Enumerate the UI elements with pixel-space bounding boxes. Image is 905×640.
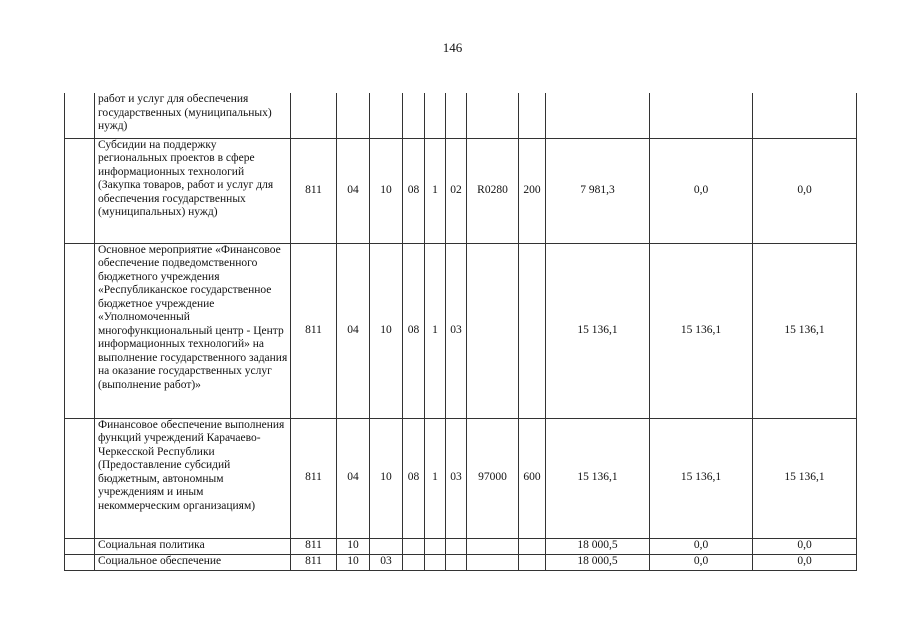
table-row (65, 538, 857, 554)
page-number: 146 (442, 40, 463, 55)
code-cell (425, 554, 446, 570)
value-cell: 0,0 (753, 538, 857, 554)
table-row (65, 554, 857, 570)
code-cell (467, 554, 519, 570)
code-cell: 10 (337, 538, 370, 554)
code-cell (467, 93, 519, 138)
blank-cell (65, 554, 95, 570)
code-cell: 08 (403, 418, 425, 538)
code-cell: 1 (425, 418, 446, 538)
row-name: Основное мероприятие «Финансовое обеспечение подведомственного бюджетного учреждения «Республиканское государственное бюджетное учреждение «Уполномоченный многофункциональный центр - Центр информационных технологий» на выполнение государственного задания на оказание государственных услуг (выполнение работ)» (95, 243, 291, 418)
code-cell: 10 (370, 138, 403, 243)
code-cell (403, 93, 425, 138)
code-cell (291, 93, 337, 138)
code-cell (425, 93, 446, 138)
value-cell: 15 136,1 (650, 418, 753, 538)
blank-cell (65, 138, 95, 243)
code-cell: 200 (519, 138, 546, 243)
value-cell: 18 000,5 (546, 538, 650, 554)
blank-cell (65, 243, 95, 418)
value-cell: 0,0 (650, 138, 753, 243)
row-name: работ и услуг для обеспечения государственных (муниципальных) нужд) (95, 93, 291, 138)
code-cell (337, 93, 370, 138)
blank-cell (65, 418, 95, 538)
code-cell: 04 (337, 138, 370, 243)
value-cell: 15 136,1 (546, 243, 650, 418)
row-name: Субсидии на поддержку региональных проектов в сфере информационных технологий (Закупка товаров, работ и услуг для обеспечения государственных (муниципальных) нужд) (95, 138, 291, 243)
value-cell (753, 93, 857, 138)
value-cell: 15 136,1 (753, 418, 857, 538)
code-cell (446, 554, 467, 570)
code-cell (370, 93, 403, 138)
value-cell: 15 136,1 (546, 418, 650, 538)
code-cell: R0280 (467, 138, 519, 243)
row-name: Социальное обеспечение (95, 554, 291, 570)
code-cell: 811 (291, 418, 337, 538)
code-cell (403, 554, 425, 570)
code-cell: 811 (291, 243, 337, 418)
code-cell (446, 93, 467, 138)
value-cell: 7 981,3 (546, 138, 650, 243)
code-cell (370, 538, 403, 554)
blank-cell (65, 93, 95, 138)
code-cell (467, 243, 519, 418)
code-cell: 03 (446, 243, 467, 418)
code-cell: 10 (370, 418, 403, 538)
code-cell: 02 (446, 138, 467, 243)
code-cell (519, 243, 546, 418)
code-cell: 10 (337, 554, 370, 570)
value-cell: 15 136,1 (650, 243, 753, 418)
code-cell (519, 554, 546, 570)
row-name: Социальная политика (95, 538, 291, 554)
code-cell: 04 (337, 243, 370, 418)
code-cell: 08 (403, 243, 425, 418)
value-cell: 0,0 (650, 554, 753, 570)
code-cell: 04 (337, 418, 370, 538)
code-cell: 97000 (467, 418, 519, 538)
code-cell: 03 (370, 554, 403, 570)
code-cell (403, 538, 425, 554)
code-cell (467, 538, 519, 554)
code-cell: 1 (425, 138, 446, 243)
value-cell: 0,0 (753, 138, 857, 243)
value-cell (546, 93, 650, 138)
value-cell: 18 000,5 (546, 554, 650, 570)
budget-table (64, 93, 857, 571)
value-cell: 0,0 (753, 554, 857, 570)
table-row (65, 418, 857, 538)
code-cell (446, 538, 467, 554)
code-cell (425, 538, 446, 554)
code-cell: 10 (370, 243, 403, 418)
table-row (65, 93, 857, 138)
table-row (65, 138, 857, 243)
value-cell (650, 93, 753, 138)
blank-cell (65, 538, 95, 554)
value-cell: 15 136,1 (753, 243, 857, 418)
code-cell: 811 (291, 538, 337, 554)
table-row (65, 243, 857, 418)
value-cell: 0,0 (650, 538, 753, 554)
code-cell: 811 (291, 138, 337, 243)
row-name: Финансовое обеспечение выполнения функций учреждений Карачаево-Черкесской Республики (Предоставление субсидий бюджетным, автономным учреждениям и иным некоммерческим организациям) (95, 418, 291, 538)
code-cell: 08 (403, 138, 425, 243)
code-cell (519, 93, 546, 138)
code-cell (519, 538, 546, 554)
code-cell: 600 (519, 418, 546, 538)
code-cell: 03 (446, 418, 467, 538)
code-cell: 1 (425, 243, 446, 418)
code-cell: 811 (291, 554, 337, 570)
